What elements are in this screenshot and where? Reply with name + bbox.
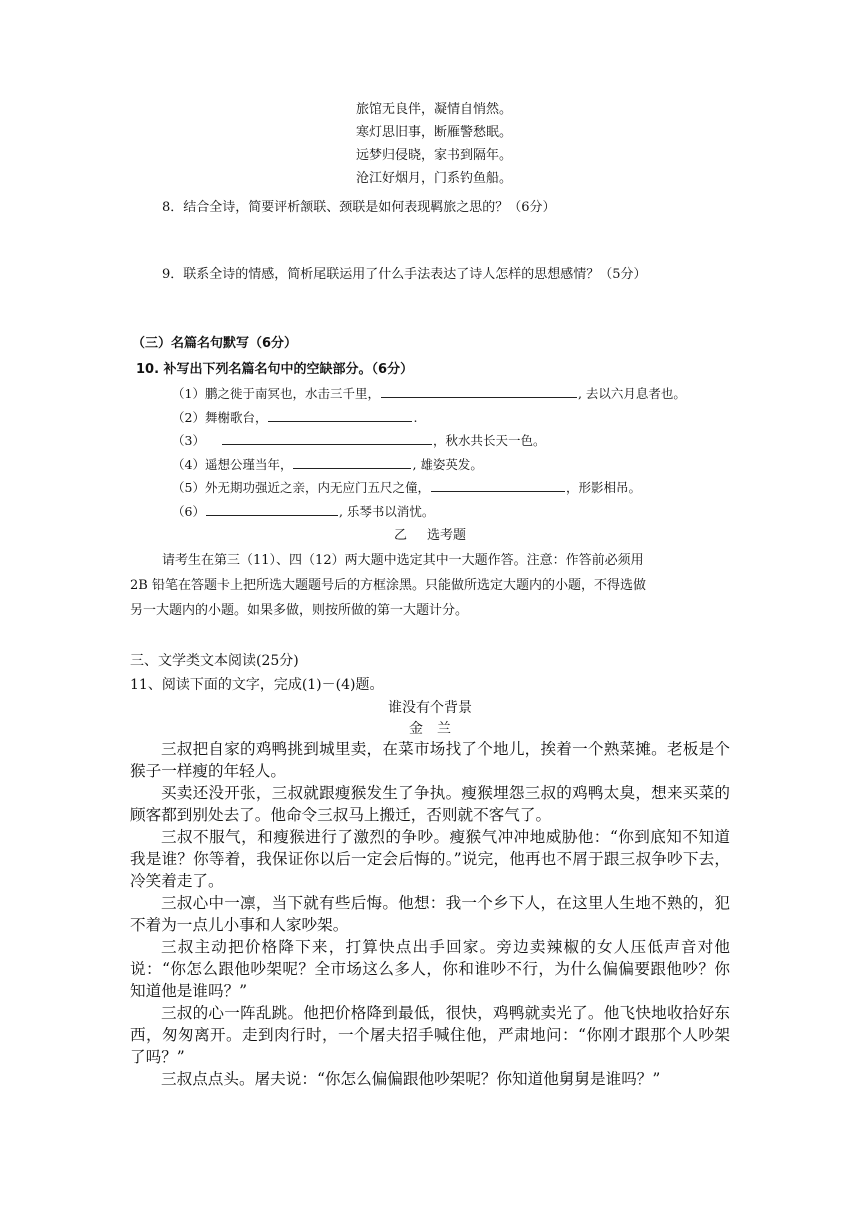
story-author: 金兰 — [409, 721, 465, 737]
answer-blank — [293, 455, 411, 469]
answer-blank — [381, 384, 577, 398]
section-heading-literature: 三、文学类文本阅读(25分) — [130, 653, 299, 669]
elective-heading: 乙 选考题 — [393, 528, 467, 543]
answer-blank — [268, 408, 412, 422]
story-paragraph: 三叔点点头。屠夫说：“你怎么偏偏跟他吵架呢？你知道他舅舅是谁吗？” — [161, 1070, 661, 1088]
elective-instructions: 请考生在第三（11）、四（12）两大题中选定其中一大题作答。注意：作答前必须用 2B 铅笔在答题卡上把所选大题题号后的方框涂黑。只能做所选定大题内的小题，不得选做 另一大题内的小题。如果多做，则按所做的第一大题计分。 — [130, 553, 646, 618]
story-title: 谁没有个背景 — [388, 700, 472, 716]
story-paragraph: 三叔把自家的鸡鸭挑到城里卖，在菜市场找了个地儿，挨着一个熟菜摊。老板是个猴子一样瘦的年轻人。 — [130, 740, 730, 780]
fill-item: （6） , 乐琴书以消忧。 — [172, 503, 435, 519]
poem — [356, 98, 656, 190]
poem-line: 寒灯思旧事，断雁警愁眠。 — [356, 125, 513, 140]
fill-item: （1）鹏之徙于南冥也，水击三千里， , 去以六月息者也。 — [172, 386, 686, 401]
fill-in-list — [172, 382, 686, 524]
question-9: 9．联系全诗的情感，简析尾联运用了什么手法表达了诗人怎样的思想感情？（5分） — [162, 267, 647, 282]
answer-blank — [206, 502, 338, 516]
story-paragraph: 三叔心中一凛，当下就有些后悔。他想：我一个乡下人，在这里人生地不熟的，犯不着为一点儿小事和人家吵架。 — [130, 894, 730, 934]
fill-item: （2）舞榭歌台， . — [172, 409, 418, 425]
story-text — [130, 738, 730, 1090]
answer-blank — [431, 478, 565, 492]
fill-item: （3） ，秋水共长天一色。 — [172, 433, 546, 449]
section-heading-recitation: （三）名篇名句默写（6分） — [132, 336, 298, 351]
story-paragraph: 三叔不服气，和瘦猴进行了激烈的争吵。瘦猴气冲冲地威胁他：“你到底知不知道我是谁？你等着，我保证你以后一定会后悔的。”说完，他再也不屑于跟三叔争吵下去，冷笑着走了。 — [130, 828, 730, 890]
question-10: 10. 补写出下列名篇名句中的空缺部分。（6分） — [136, 362, 414, 377]
answer-blank — [222, 431, 432, 445]
poem-line: 沧江好烟月，门系钓鱼船。 — [356, 171, 513, 186]
story-paragraph: 三叔主动把价格降下来，打算快点出手回家。旁边卖辣椒的女人压低声音对他说：“你怎么跟他吵架呢？全市场这么多人，你和谁吵不行，为什么偏偏要跟他吵？你知道他是谁吗？” — [130, 938, 730, 1000]
question-11: 11、阅读下面的文字，完成(1)－(4)题。 — [130, 677, 384, 693]
fill-item: （4）遥想公瑾当年， , 雄姿英发。 — [172, 456, 483, 472]
story-paragraph: 三叔的心一阵乱跳。他把价格降到最低，很快，鸡鸭就卖光了。他飞快地收拾好东西，匆匆离开。走到肉行时，一个屠夫招手喊住他，严肃地问：“你刚才跟那个人吵架了吗？” — [130, 1004, 730, 1066]
story-paragraph: 买卖还没开张，三叔就跟瘦猴发生了争执。瘦猴埋怨三叔的鸡鸭太臭，想来买菜的顾客都到别处去了。他命令三叔马上搬迁，否则就不客气了。 — [130, 784, 730, 824]
poem-line: 旅馆无良伴，凝情自悄然。 — [356, 102, 513, 117]
fill-item: （5）外无期功强近之亲，内无应门五尺之僮， ，形影相吊。 — [172, 480, 641, 496]
question-8: 8．结合全诗，简要评析颔联、颈联是如何表现羁旅之思的？（6分） — [162, 200, 556, 215]
poem-line: 远梦归侵晓，家书到隔年。 — [356, 148, 513, 163]
